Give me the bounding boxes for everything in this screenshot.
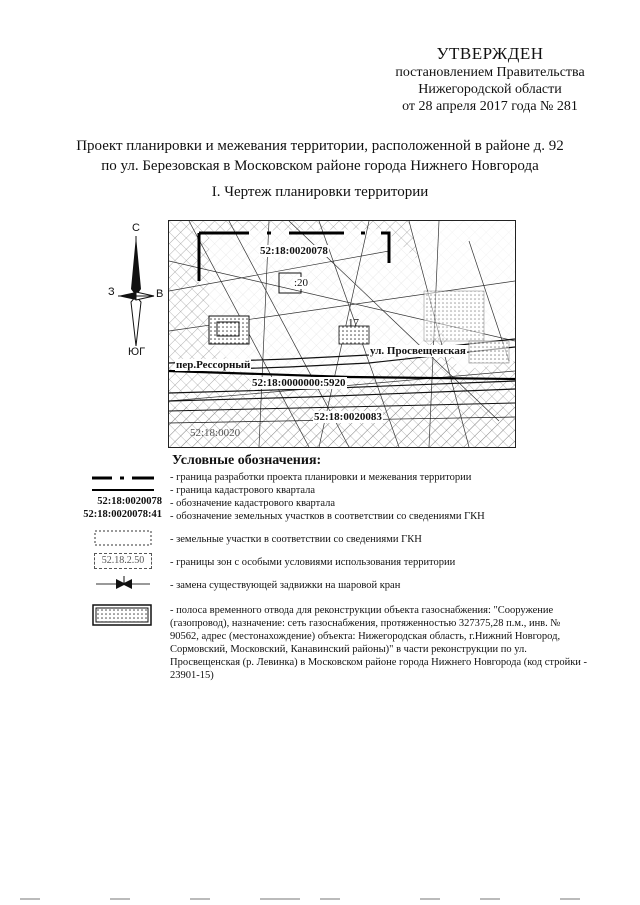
legend-item-4: - обозначение земельных участков в соответствии со сведениями ГКН	[170, 511, 485, 522]
legend-symbol-4: 52:18:0020078:41	[83, 509, 162, 520]
approval-title: УТВЕРЖДЕН	[436, 44, 544, 63]
compass-rose	[106, 222, 166, 372]
legend-quarter-boundary-icon	[92, 486, 154, 494]
project-title	[40, 136, 600, 176]
compass-arrow-icon	[106, 234, 166, 356]
map-label-street-prosv: ул. Просвещенская	[370, 345, 466, 357]
project-title-line-2: по ул. Березовская в Московском районе города Нижнего Новгорода	[101, 158, 539, 174]
approval-line-1: постановлением Правительства	[395, 65, 585, 80]
planning-map	[168, 220, 516, 448]
map-label-parcel-main: 52:18:0000000:5920	[252, 377, 346, 389]
map-label-side: 52:18:0020	[190, 427, 241, 439]
map-label-lane-ressor: пер.Рессорный	[176, 359, 251, 371]
legend-item-7: - замена существующей задвижки на шаровой кран	[170, 580, 401, 591]
section-title: I. Чертеж планировки территории	[211, 184, 429, 200]
legend-item-3: - обозначение кадастрового квартала	[170, 498, 336, 509]
compass-south: ЮГ	[128, 346, 146, 358]
map-label-block-north: 52:18:0020078	[260, 245, 328, 257]
scan-edge-marks	[0, 896, 640, 902]
map-label-parcel-17: 17	[348, 317, 359, 329]
legend-item-5: - земельные участки в соответствии со сведениями ГКН	[170, 534, 422, 545]
map-label-block-south: 52:18:0020083	[314, 411, 382, 423]
legend-symbol-3: 52:18:0020078	[97, 496, 162, 507]
legend-symbol-6: 52.18.2.50	[94, 553, 152, 569]
approval-line-2: Нижегородской области	[418, 82, 562, 97]
legend-item-8: - полоса временного отвода для реконструкции объекта газоснабжения: "Сооружение (газопровод), назначение: сеть газоснабжения, протяженностью 327375,28 п.м., инв. № 90562, адрес (местонахождение) объекта: Нижегородская область, г.Нижний Новгород, Сормовский, Московский, Канавинский районы)" в части реконструкции по ул. Просвещенская (р. Левинка) в Московском районе города Нижнего Новгорода (код стройки - 23901-15)	[170, 605, 588, 681]
legend-title: Условные обозначения:	[172, 453, 322, 468]
legend-project-boundary-icon	[92, 473, 154, 483]
compass-west: З	[108, 286, 115, 298]
approval-line-3: от 28 апреля 2017 года № 281	[402, 99, 578, 114]
legend-valve-icon	[96, 576, 150, 592]
legend-gkn-parcel-icon	[94, 530, 152, 546]
map-label-parcel-small: :20	[294, 277, 309, 289]
legend-temporary-strip-icon	[92, 604, 152, 626]
approval-block	[370, 44, 610, 115]
compass-north: С	[132, 222, 140, 234]
legend-item-6: - границы зон с особыми условиями использования территории	[170, 557, 456, 568]
legend-item-2: - граница кадастрового квартала	[170, 485, 316, 496]
project-title-line-1: Проект планировки и межевания территории, расположенной в районе д. 92	[76, 138, 564, 154]
compass-east: В	[156, 288, 164, 300]
legend-item-1: - граница разработки проекта планировки и межевания территории	[170, 472, 472, 483]
